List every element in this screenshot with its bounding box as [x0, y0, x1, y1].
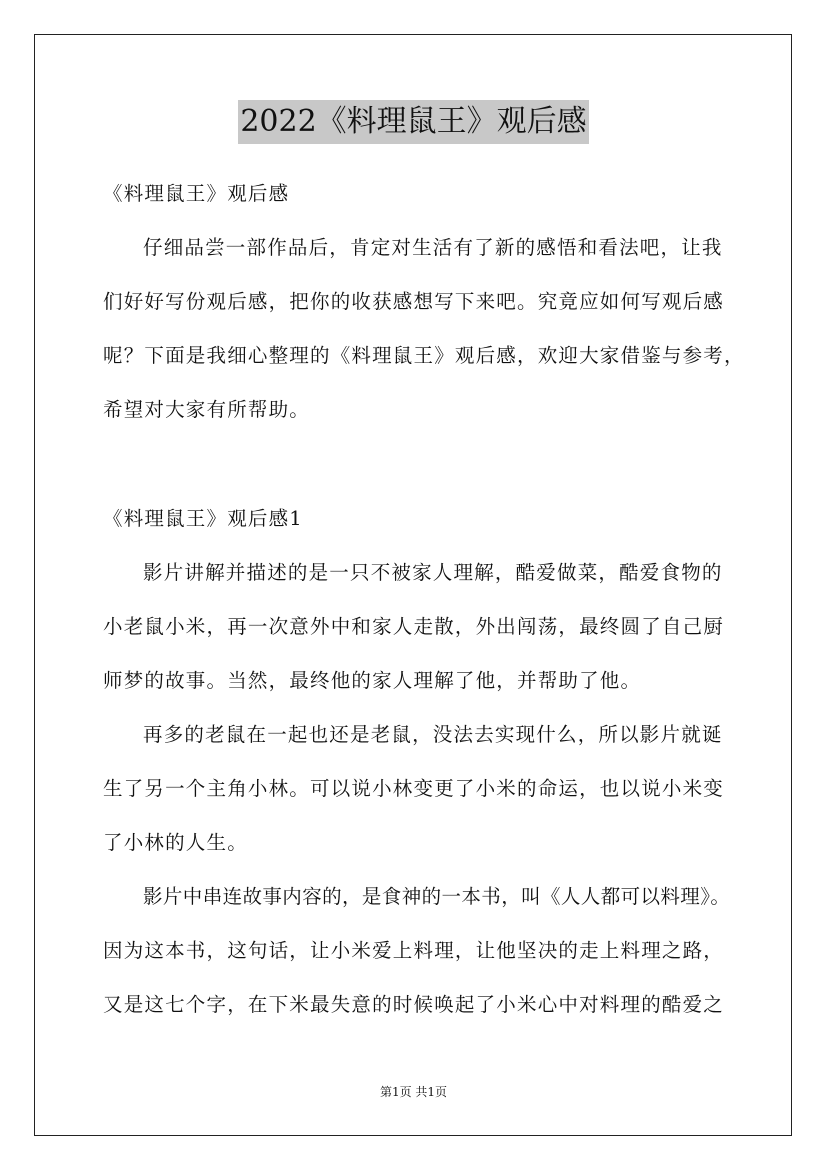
paragraph-line: 小老鼠小米，再一次意外中和家人走散，外出闯荡，最终圆了自己厨: [103, 615, 725, 638]
paragraph-line: 呢？下面是我细心整理的《料理鼠王》观后感，欢迎大家借鉴与参考，: [103, 344, 745, 367]
paragraph-line: 影片讲解并描述的是一只不被家人理解，酷爱做菜，酷爱食物的: [143, 561, 723, 584]
paragraph-line: 了小林的人生。: [103, 831, 248, 854]
paragraph-line: 再多的老鼠在一起也还是老鼠，没法去实现什么，所以影片就诞: [143, 723, 723, 746]
paragraph-line: 希望对大家有所帮助。: [103, 398, 311, 421]
title-container: [0, 100, 827, 144]
paragraph-line: 因为这本书，这句话，让小米爱上料理，让他坚决的走上料理之路，: [103, 939, 725, 962]
paragraph-line: 师梦的故事。当然，最终他的家人理解了他，并帮助了他。: [103, 669, 642, 692]
paragraph-line: 生了另一个主角小林。可以说小林变更了小米的命运，也以说小米变: [103, 777, 725, 800]
section-heading: 《料理鼠王》观后感1: [103, 507, 303, 530]
page-footer: 第1页 共1页: [379, 1085, 448, 1099]
paragraph-line: 仔细品尝一部作品后，肯定对生活有了新的感悟和看法吧，让我: [143, 236, 723, 259]
paragraph-line: 又是这七个字，在下米最失意的时候唤起了小米心中对料理的酷爱之: [103, 993, 725, 1016]
section-heading: 《料理鼠王》观后感: [103, 182, 290, 205]
paragraph-line: 们好好写份观后感，把你的收获感想写下来吧。究竟应如何写观后感: [103, 290, 725, 313]
document-title: 2022《料理鼠王》观后感: [238, 100, 588, 144]
paragraph-line: 影片中串连故事内容的，是食神的一本书，叫《人人都可以料理》。: [143, 885, 731, 908]
